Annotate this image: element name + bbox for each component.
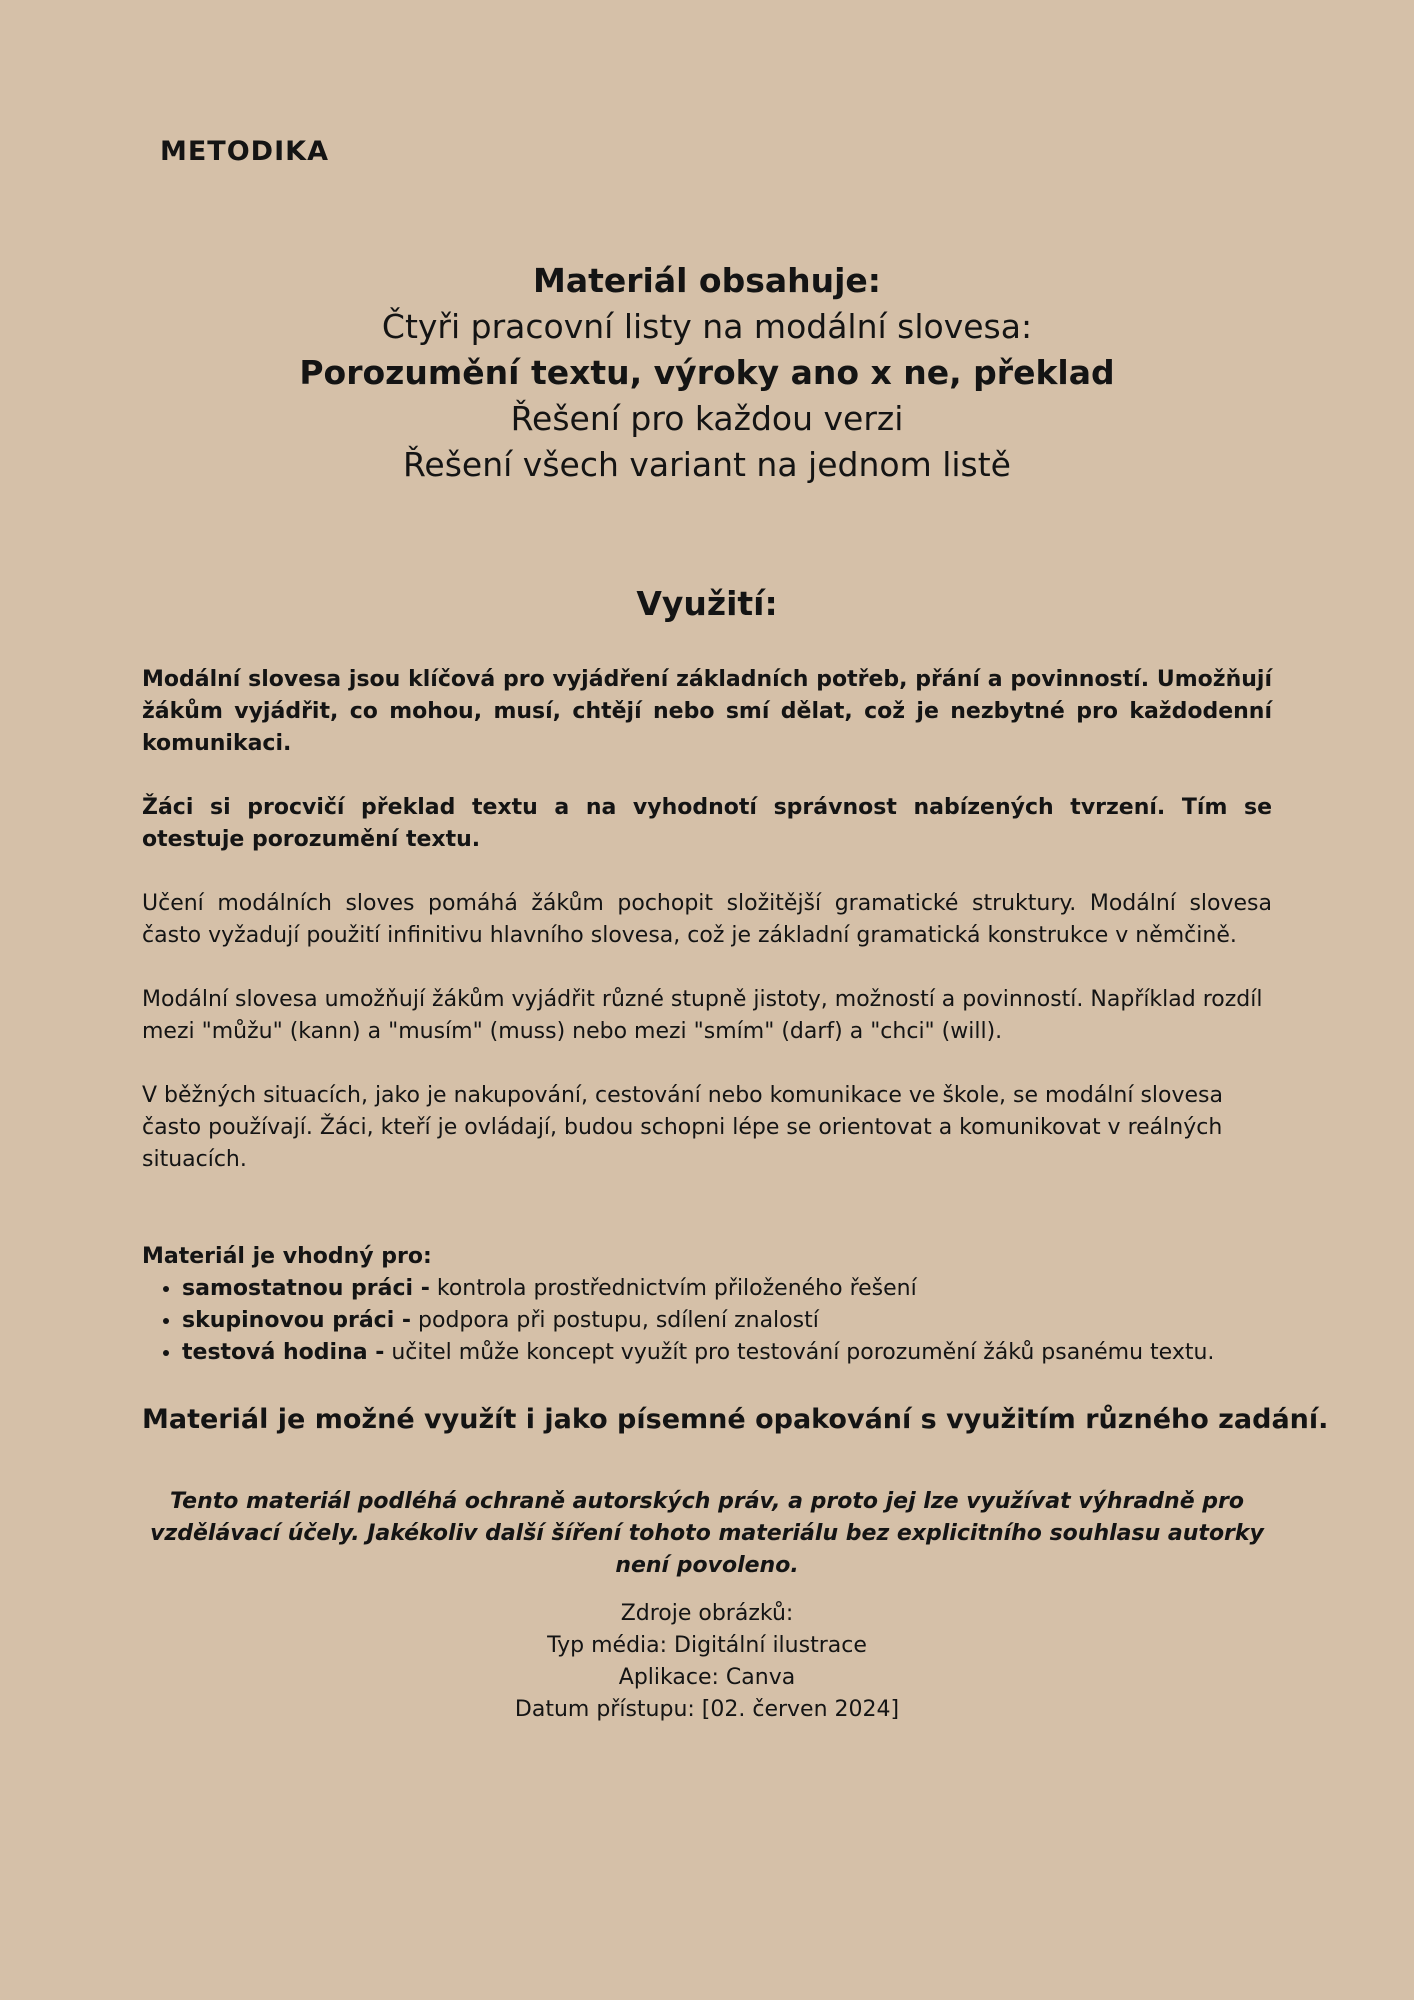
usage-paragraph: Modální slovesa jsou klíčová pro vyjádření základních potřeb, přání a povinností. Umožňují žákům vyjádřit, co mohou, musí, chtějí nebo smí dělat, což je nezbytné pro každodenní komunikaci.	[142, 667, 1272, 756]
contents-heading: Materiál obsahuje:	[533, 261, 881, 300]
usage-paragraph: V běžných situacích, jako je nakupování, cestování nebo komunikace ve škole, se modální slovesa často používají. Žáci, kteří je ovládají, budou schopni lépe se orientovat a komunikovat v reálných situacích.	[142, 1083, 1223, 1172]
sources-title: Zdroje obrázků:	[620, 1601, 794, 1626]
review-note: Materiál je možné využít i jako písemné opakování s využitím různého zadání.	[142, 1404, 1329, 1435]
copyright-notice: Tento materiál podléhá ochraně autorských práv, a proto jej lze využívat výhradně pro vzdělávací účely. Jakékoliv další šíření tohoto materiálu bez explicitního souhlasu autorky není povoleno.	[150, 1489, 1264, 1578]
list-item-desc: učitel může koncept využít pro testování porozumění žáků psanému textu.	[384, 1340, 1215, 1365]
usage-heading: Využití:	[636, 584, 778, 623]
list-item-desc: podpora při postupu, sdílení znalostí	[411, 1308, 819, 1333]
list-item	[182, 1273, 1272, 1305]
usage-paragraph: Učení modálních sloves pomáhá žákům pochopit složitější gramatické struktury. Modální slovesa často vyžadují použití infinitivu hlavního slovesa, což je základní gramatická konstrukce v němčině.	[142, 891, 1272, 948]
contents-line-all-solutions: Řešení všech variant na jednom listě	[402, 445, 1011, 484]
page-label: METODIKA	[160, 136, 329, 167]
usage-body	[142, 664, 1272, 1208]
usage-paragraph: Modální slovesa umožňují žákům vyjádřit různé stupně jistoty, možností a povinností. Například rozdíl mezi "můžu" (kann) a "musím" (muss) nebo mezi "smím" (darf) a "chci" (will).	[142, 987, 1263, 1044]
contents-section	[0, 258, 1414, 488]
contents-line-solutions: Řešení pro každou verzi	[510, 399, 904, 438]
suitable-list	[142, 1273, 1272, 1369]
list-item-term: testová hodina -	[182, 1340, 385, 1365]
sources-media-type: Typ média: Digitální ilustrace	[547, 1633, 867, 1658]
list-item-desc: kontrola prostřednictvím přiloženého řešení	[429, 1276, 917, 1301]
contents-line-worksheets: Čtyři pracovní listy na modální slovesa:	[381, 307, 1033, 346]
sources-access-date: Datum přístupu: [02. červen 2024]	[514, 1697, 900, 1722]
suitable-title: Materiál je vhodný pro:	[142, 1244, 432, 1269]
list-item-term: skupinovou práci -	[182, 1308, 412, 1333]
list-item	[182, 1305, 1272, 1337]
list-item	[182, 1337, 1272, 1369]
sources-app: Aplikace: Canva	[618, 1665, 796, 1690]
suitable-section	[142, 1241, 1272, 1369]
contents-line-tasks: Porozumění textu, výroky ano x ne, překlad	[299, 353, 1115, 392]
image-sources	[0, 1598, 1414, 1726]
list-item-term: samostatnou práci -	[182, 1276, 430, 1301]
usage-paragraph: Žáci si procvičí překlad textu a na vyhodnotí správnost nabízených tvrzení. Tím se otestuje porozumění textu.	[142, 795, 1272, 852]
